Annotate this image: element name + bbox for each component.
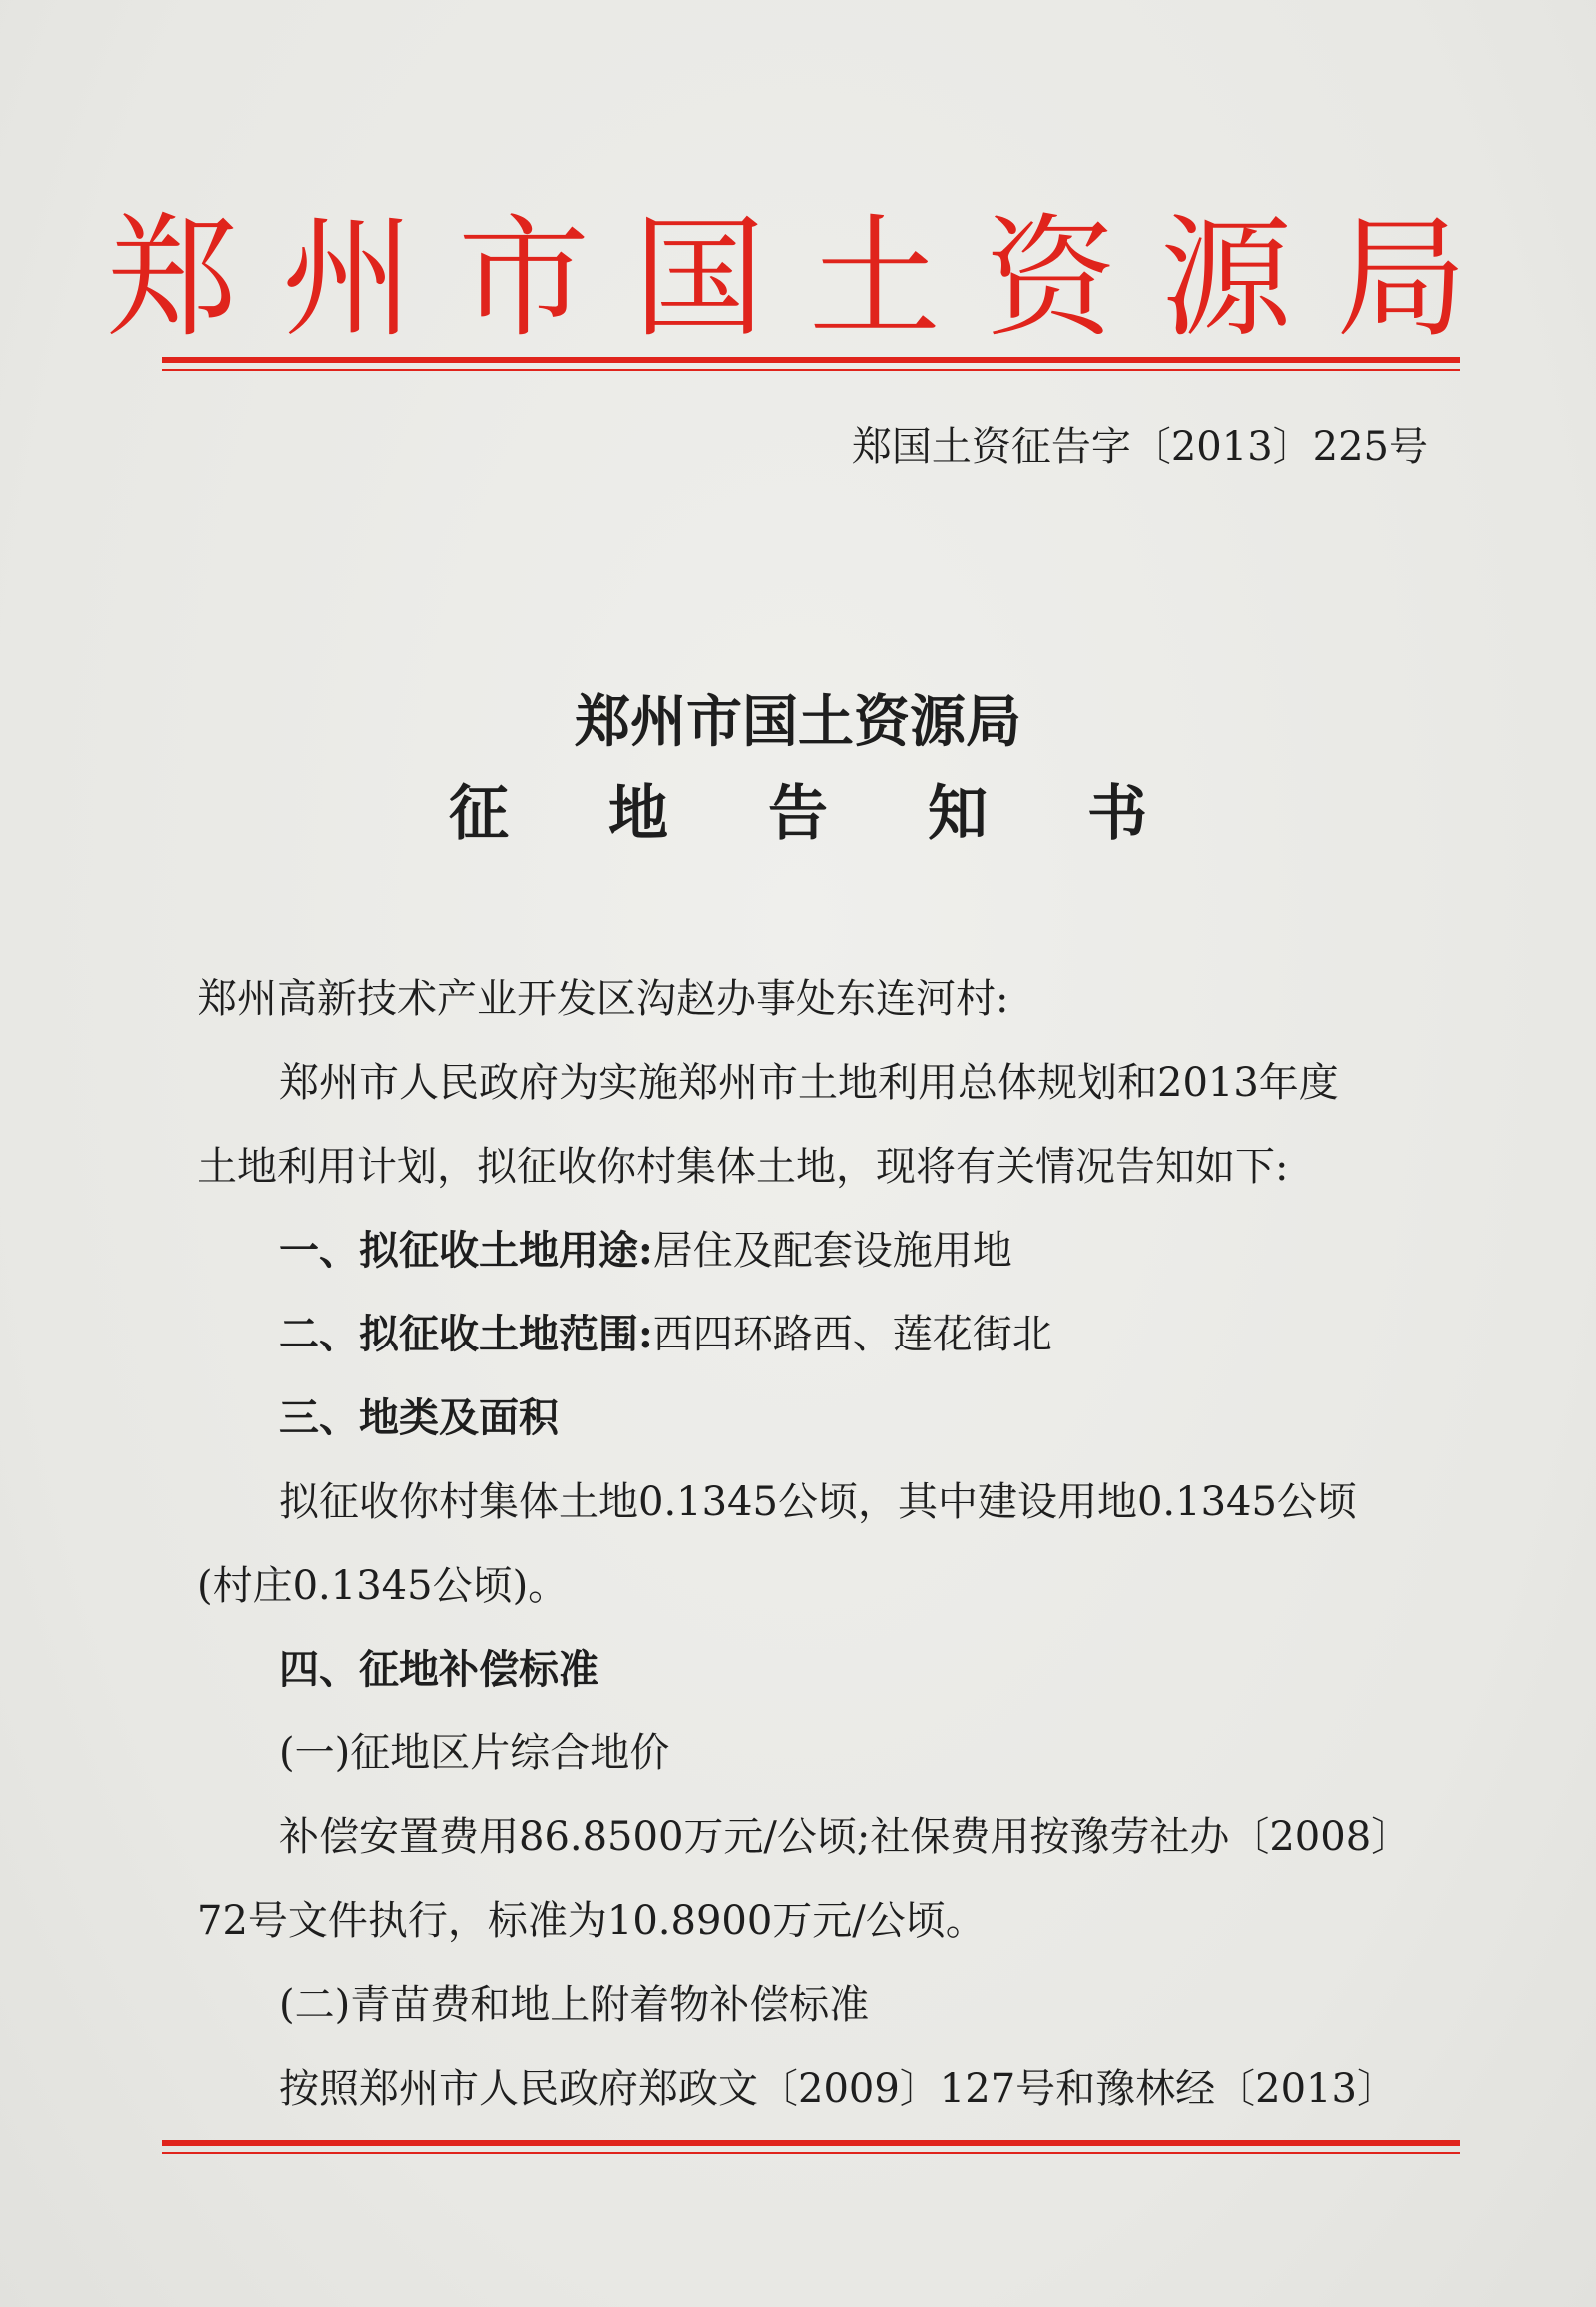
- section-3-line-2: (村庄0.1345公顷)。: [198, 1563, 569, 1609]
- section-1-heading: 一、拟征收土地用途:: [279, 1227, 653, 1274]
- document-number: 郑国土资征告字〔2013〕225号: [851, 424, 1428, 470]
- section-3-line-1: 拟征收你村集体土地0.1345公顷，其中建设用地0.1345公顷: [279, 1479, 1357, 1525]
- subsection-1-line-1: 补偿安置费用86.8500万元/公顷;社保费用按豫劳社办〔2008〕: [279, 1814, 1411, 1860]
- subsection-2-line-1: 按照郑州市人民政府郑政文〔2009〕127号和豫林经〔2013〕: [279, 2066, 1396, 2112]
- document-title-issuer: 郑州市国土资源局: [575, 689, 1021, 755]
- document-title-main: 征地告知书: [449, 779, 1247, 849]
- letterhead-red-rule-thin: [162, 369, 1460, 371]
- addressee: 郑州高新技术产业开发区沟赵办事处东连河村:: [198, 976, 1009, 1022]
- subsection-2-heading: (二)青苗费和地上附着物补偿标准: [279, 1982, 870, 2028]
- section-1: [198, 1209, 1424, 1293]
- document-body: [198, 958, 1424, 2130]
- section-1-value: 居住及配套设施用地: [652, 1228, 1012, 1274]
- subsection-1-heading: (一)征地区片综合地价: [279, 1730, 670, 1776]
- intro-paragraph-line-2: 土地利用计划，拟征收你村集体土地，现将有关情况告知如下:: [198, 1144, 1289, 1190]
- section-2: [198, 1293, 1424, 1376]
- section-2-heading: 二、拟征收土地范围:: [279, 1311, 653, 1357]
- letterhead-org-name: 郑州市国土资源局: [107, 202, 1511, 356]
- footer-red-rule-thin: [162, 2152, 1460, 2154]
- intro-paragraph-line-1: 郑州市人民政府为实施郑州市土地利用总体规划和2013年度: [279, 1060, 1339, 1106]
- subsection-1-line-2: 72号文件执行，标准为10.8900万元/公顷。: [198, 1898, 986, 1944]
- letterhead-red-rule-thick: [162, 357, 1460, 363]
- section-4-heading: 四、征地补偿标准: [279, 1646, 598, 1693]
- section-2-value: 西四环路西、莲花街北: [652, 1312, 1052, 1357]
- footer-red-rule-thick: [162, 2140, 1460, 2146]
- section-3-heading: 三、地类及面积: [279, 1394, 559, 1441]
